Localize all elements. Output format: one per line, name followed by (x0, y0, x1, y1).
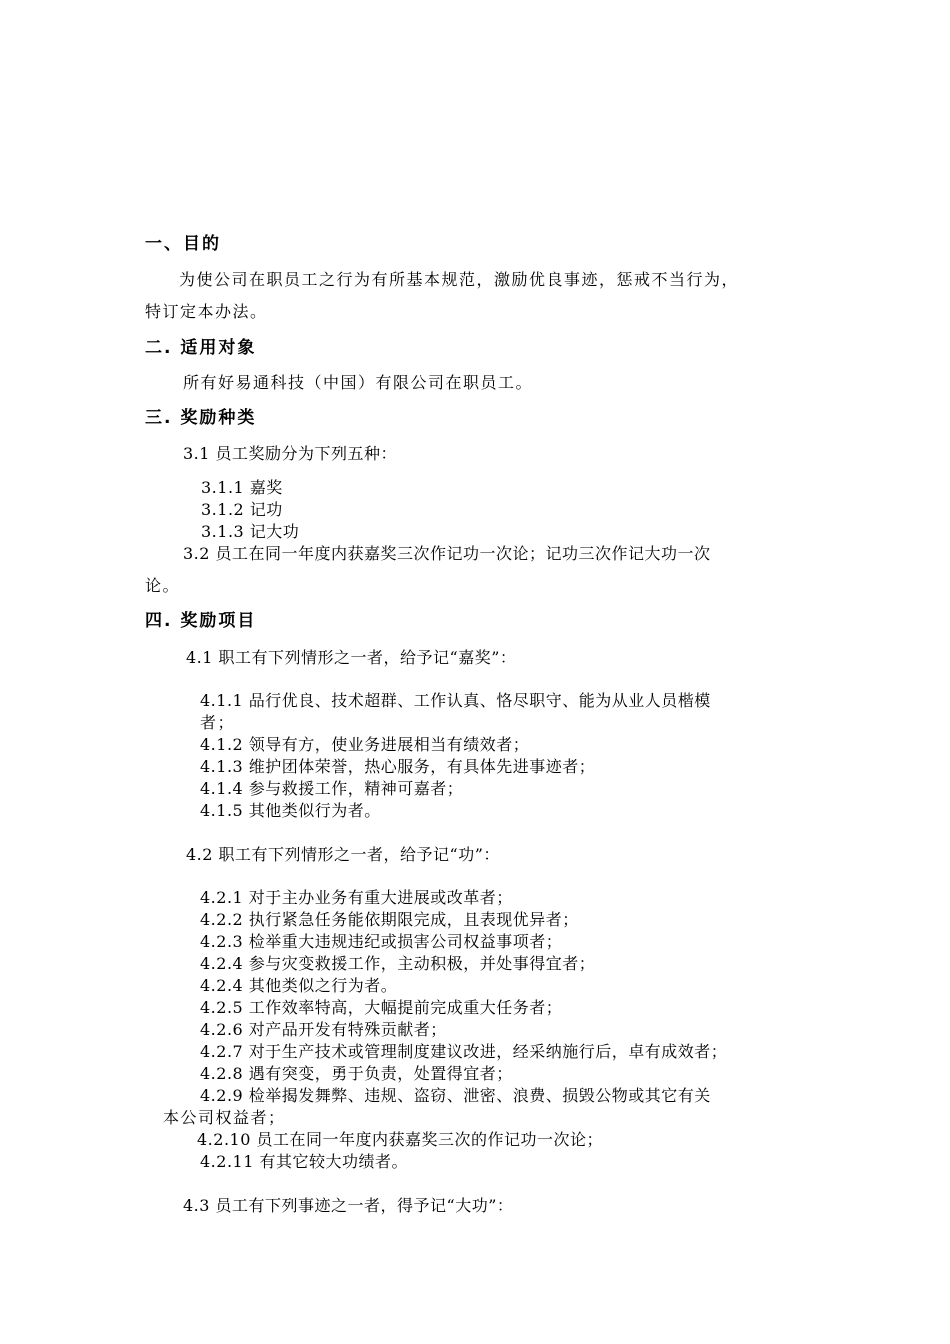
item-4-1-2: 4.1.2 领导有方，使业务进展相当有绩效者； (200, 735, 530, 754)
item-4-1: 4.1 职工有下列情形之一者，给予记“嘉奖”： (186, 648, 517, 667)
section-1-paragraph-line1: 为使公司在职员工之行为有所基本规范，激励优良事迹，惩戒不当行为， (179, 270, 740, 289)
item-4-1-1-line2: 者； (200, 713, 236, 732)
item-4-2: 4.2 职工有下列情形之一者，给予记“功”： (186, 845, 500, 864)
section-1-paragraph-line2: 特订定本办法。 (145, 302, 268, 321)
item-3-1-2: 3.1.2 记功 (201, 500, 283, 519)
item-4-2-9-line1: 4.2.9 检举揭发舞弊、违规、盗窃、泄密、浪费、损毁公物或其它有关 (200, 1086, 711, 1105)
item-4-2-2: 4.2.2 执行紧急任务能依期限完成，且表现优异者； (200, 910, 579, 929)
section-2-heading: 二. 适用对象 (145, 338, 257, 358)
item-4-1-1-line1: 4.1.1 品行优良、技术超群、工作认真、恪尽职守、能为从业人员楷模 (200, 691, 711, 710)
item-4-1-4: 4.1.4 参与救援工作，精神可嘉者； (200, 779, 464, 798)
item-3-1-3: 3.1.3 记大功 (201, 522, 300, 541)
section-3-heading: 三. 奖励种类 (145, 408, 257, 428)
item-4-2-1: 4.2.1 对于主办业务有重大进展或改革者； (200, 888, 513, 907)
item-4-1-5: 4.1.5 其他类似行为者。 (200, 801, 381, 820)
item-3-1-1: 3.1.1 嘉奖 (201, 478, 283, 497)
item-4-1-3: 4.1.3 维护团体荣誉，热心服务，有具体先进事迹者； (200, 757, 596, 776)
item-4-2-5: 4.2.5 工作效率特高，大幅提前完成重大任务者； (200, 998, 563, 1017)
item-4-2-4b: 4.2.4 其他类似之行为者。 (200, 976, 398, 995)
item-4-3: 4.3 员工有下列事迹之一者，得予记“大功”： (183, 1196, 514, 1215)
section-2-paragraph: 所有好易通科技（中国）有限公司在职员工。 (183, 373, 534, 392)
item-4-2-11: 4.2.11 有其它较大功绩者。 (200, 1152, 408, 1171)
section-4-heading: 四. 奖励项目 (145, 611, 257, 631)
item-3-1: 3.1 员工奖励分为下列五种： (183, 444, 398, 463)
item-4-2-6: 4.2.6 对产品开发有特殊贡献者； (200, 1020, 447, 1039)
item-4-2-8: 4.2.8 遇有突变，勇于负责，处置得宜者； (200, 1064, 513, 1083)
section-1-heading: 一、目的 (145, 234, 221, 254)
item-4-2-9-line2: 本公司权益者； (163, 1108, 286, 1127)
item-3-2-line1: 3.2 员工在同一年度内获嘉奖三次作记功一次论；记功三次作记大功一次 (183, 544, 711, 563)
item-4-2-4a: 4.2.4 参与灾变救援工作，主动积极，并处事得宜者； (200, 954, 596, 973)
item-4-2-10: 4.2.10 员工在同一年度内获嘉奖三次的作记功一次论； (197, 1130, 603, 1149)
item-4-2-7: 4.2.7 对于生产技术或管理制度建议改进，经采纳施行后，卓有成效者； (200, 1042, 728, 1061)
item-3-2-line2: 论。 (145, 576, 181, 595)
item-4-2-3: 4.2.3 检举重大违规违纪或损害公司权益事项者； (200, 932, 563, 951)
